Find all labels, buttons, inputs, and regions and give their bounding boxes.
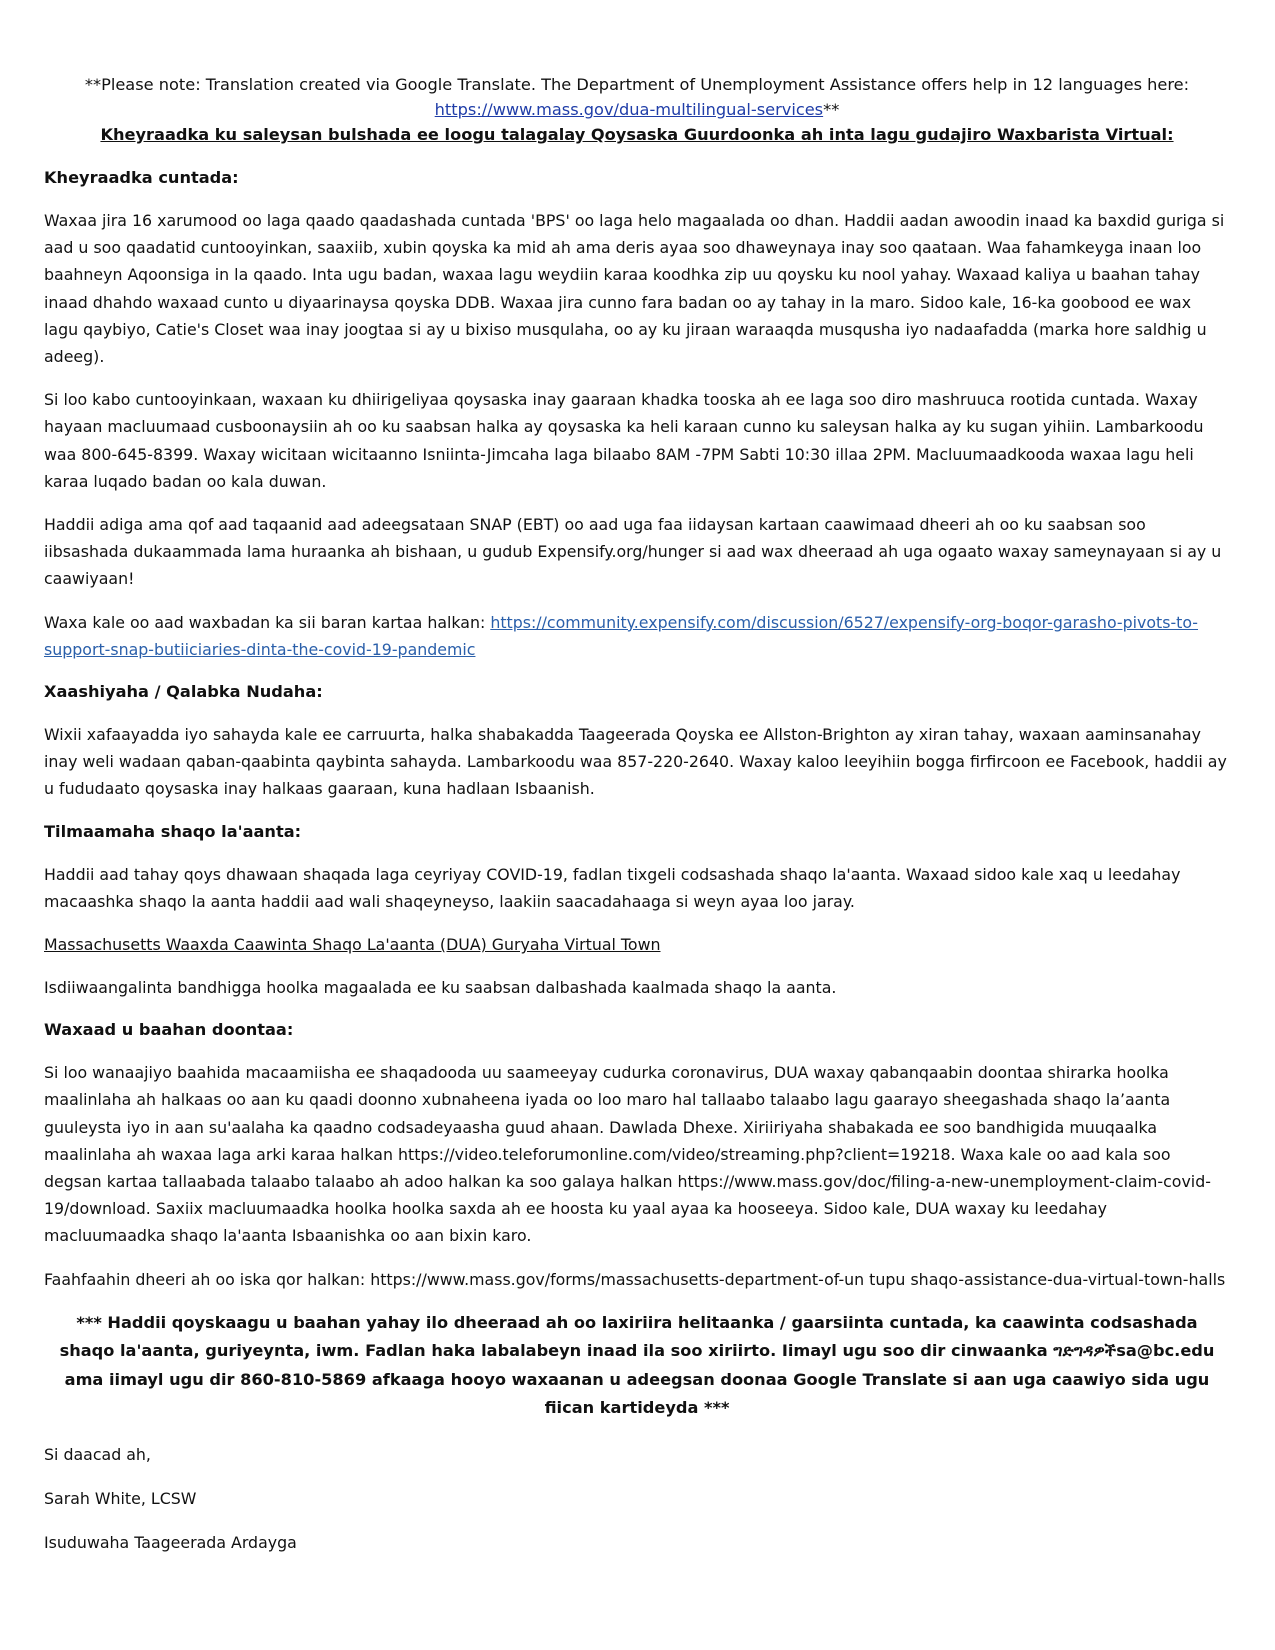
food-paragraph-2: Si loo kabo cuntooyinkaan, waxaan ku dhiirigeliyaa qoysaska inay gaaraan khadka tooska ah ee laga soo diro mashruuca rootida cuntada. Waxay hayaan macluumaad cusboonaysiin ah oo ku saabsan halka ay qoysaska ka heli karaan cunno ku saleysan halka ay ku sugan yihiin. Lambarkoodu waa 800-645-8399. Waxay wicitaan wicitaanno Isniinta-Jimcaha laga bilaabo 8AM -7PM Sabti 10:30 illaa 2PM. Macluumaadkooda waxaa lagu heli karaa luqado badan oo kala duwan. [44,390,1204,491]
food-paragraph-3: Haddii adiga ama qof aad taqaanid aad adeegsataan SNAP (EBT) oo aad uga faa iidaysan kartaan caawimaad dheeri ah oo ku saabsan soo iibsashada dukaammada lama huraanka ah bishaan, u gudub Expensify.org/hunger si aad wax dheeraad ah uga ogaato waxay sameynayaan si ay u caawiyaan! [44,515,1222,589]
translation-note-suffix: ** [823,100,840,119]
diapers-paragraph: Wixii xafaayadda iyo sahayda kale ee carruurta, halka shabakadda Taageerada Qoyska ee Allston-Brighton ay xiran tahay, waxaan aaminsanahay inay weli wadaan qaban-qaabinta qaybinta sahayda. Lambarkoodu waa 857-220-2640. Waxay kaloo leeyihiin bogga firfircoon ee Facebook, haddii ay u fududaato qoysaska inay halkaas gaaraan, kuna hadlaan Isbaanish. [44,725,1227,799]
you-will-need-heading: Waxaad u baahan doontaa: [44,1020,294,1040]
salutation: Si daacad ah, [44,1444,151,1464]
diapers-heading: Xaashiyaha / Qalabka Nudaha: [44,682,323,702]
need-paragraph-1: Si loo wanaajiyo baahida macaamiisha ee shaqadooda uu saameeyay cudurka coronavirus, DUA waxay qabanqaabin doontaa shirarka hoolka maalinlaha ah halkaas oo aan ku qaadi doonno xubnaheena iyada oo loo maro hal tallaabo talaabo lagu gaarayo sheegashada shaqo la’aanta guuleysta iyo in aan su'aalaha ka qaadno codsadeyaasha guud ahaan. Dawlada Dhexe. Xiriiriyaha shabakada ee soo bandhigida muuqaalka maalinlaha ah waxaa laga arki karaa halkan https://video.teleforumonline.com/video/streaming.php?client=19218. Waxa kale oo aad kala soo degsan kartaa tallaabada talaabo talaabo ah adoo halkan ka soo galaya halkan https://www.mass.gov/doc/filing-a-new-unemployment-claim-covid-19/download. Saxiix macluumaadka hoolka hoolka saxda ah ee hoosta ku yaal ayaa ka hooseeya. Sidoo kale, DUA waxay ku leedahay macluumaadka shaqo la'aanta Isbaanishka oo aan bixin karo. [44,1063,1211,1246]
need-paragraph-2: Faahfaahin dheeri ah oo iska qor halkan: https://www.mass.gov/forms/massachusetts-department-of-un tupu shaqo-assistance-dua-virtual-town-halls [44,1269,1226,1289]
food-paragraph-4 [44,609,1230,663]
contact-callout: *** Haddii qoyskaagu u baahan yahay ilo dheeraad ah oo laxiriira helitaanka / gaarsiinta cuntada, ka caawinta codsashada shaqo la'aanta, guriyeynta, iwm. Fadlan haka labalabeyn inaad ila soo xiriirto. Iimayl ugu soo dir cinwaanka ግድግዳዎችsa@bc.edu ama iimayl ugu dir 860-810-5869 afkaaga hooyo waxaanan u adeegsan doonaa Google Translate si aan uga caawiyo sida ugu fiican kartideyda *** [59,1312,1215,1418]
food-paragraph-1: Waxaa jira 16 xarumood oo laga qaado qaadashada cuntada 'BPS' oo laga helo magaalada oo dhan. Haddii aadan awoodin inaad ka baxdid guriga si aad u soo qaadatid cuntooyinkan, saaxiib, xubin qoyska ka mid ah ama deris ayaa soo dhaweynaya inay soo qaataan. Waa fahamkeyga inaan loo baahneyn Aqoonsiga in la qaado. Inta ugu badan, waxaa lagu weydiin karaa koodhka zip uu qoysku ku nool yahay. Waxaad kaliya u baahan tahay inaad dhahdo waxaad cunto u diyaarinaysa qoyska DDB. Waxaa jira cunno fara badan oo ay tahay in la maro. Sidoo kale, 16-ka goobood ee wax lagu qaybiyo, Catie's Closet waa inay joogtaa si ay u bixiso musqulaha, oo ay ku jiraan waraaqda musqusha iyo nadaafadda (marka hore saldhig u adeeg). [44,211,1225,367]
unemployment-paragraph-2: Isdiiwaangalinta bandhigga hoolka magaalada ee ku saabsan dalbashada kaalmada shaqo la aanta. [44,978,837,998]
page-title: Kheyraadka ku saleysan bulshada ee loogu talagalay Qoysaska Guurdoonka ah inta lagu gudajiro Waxbarista Virtual: [100,125,1174,144]
document-page [44,72,1230,1573]
translation-note [44,72,1230,122]
signature-name: Sarah White, LCSW [44,1488,197,1508]
translation-note-text: **Please note: Translation created via Google Translate. The Department of Unemployment Assistance offers help in 12 languages here: [84,75,1190,94]
dua-town-halls-title: Massachusetts Waaxda Caawinta Shaqo La'aanta (DUA) Guryaha Virtual Town [44,935,661,955]
food-resources-heading: Kheyraadka cuntada: [44,168,239,187]
food-paragraph-4-prefix: Waxa kale oo aad waxbadan ka sii baran kartaa halkan: [44,612,491,632]
unemployment-paragraph-1: Haddii aad tahay qoys dhawaan shaqada laga ceyriyay COVID-19, fadlan tixgeli codsashada shaqo la'aanta. Waxaad sidoo kale xaq u leedahay macaashka shaqo la aanta haddii aad wali shaqeyneyso, laakiin saacadahaaga si weyn ayaa loo jaray. [44,864,1181,911]
signature-role: Isuduwaha Taageerada Ardayga [44,1532,297,1552]
expensify-discussion-link[interactable]: https://community.expensify.com/discussion/6527/expensify-org-boqor-garasho-pivots-to-support-snap-butiiciaries-dinta-the-covid-19-pandemic [44,612,1199,659]
multilingual-services-link[interactable]: https://www.mass.gov/dua-multilingual-services [434,100,824,119]
unemployment-heading: Tilmaamaha shaqo la'aanta: [44,821,302,841]
